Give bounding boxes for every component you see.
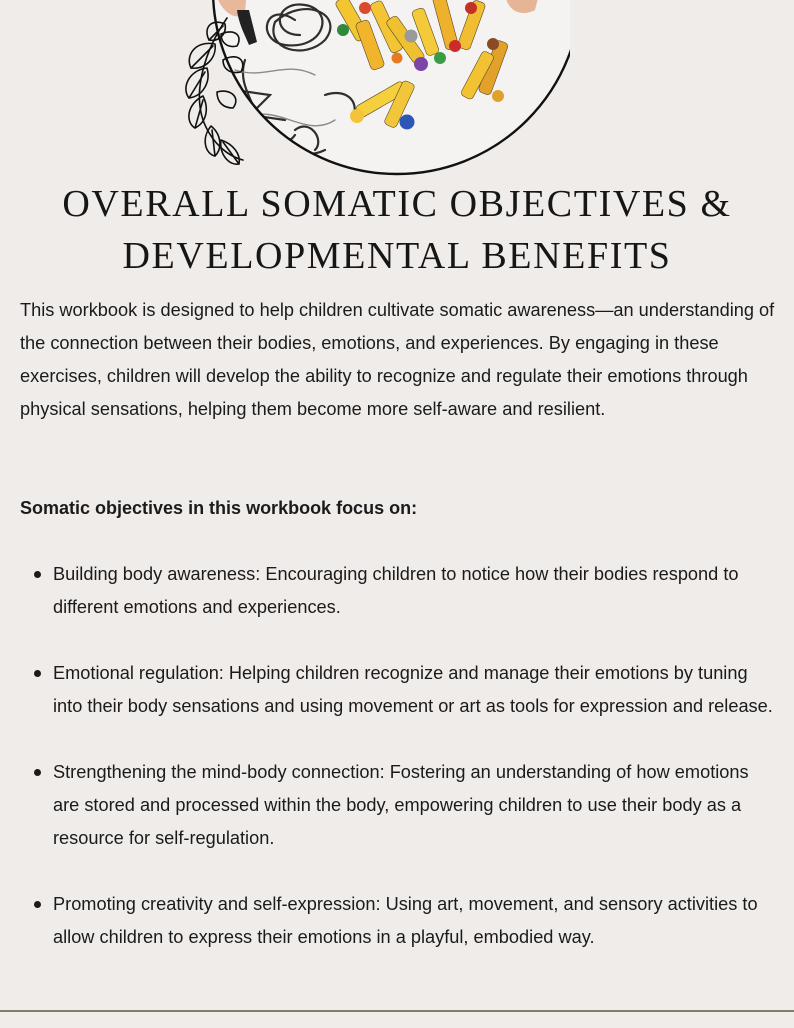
list-item (0, 558, 794, 624)
objective-text: Building body awareness: Encouraging children to notice how their bodies respond to different emotions and experiences. (53, 564, 739, 617)
objective-text: Strengthening the mind-body connection: Fostering an understanding of how emotions are stored and processed within the body, empowering children to use their body as a resource for self-regulation. (53, 762, 749, 848)
page-title-line-2: DEVELOPMENTAL BENEFITS (122, 235, 672, 277)
objectives-heading: Somatic objectives in this workbook focus on: (20, 498, 418, 518)
hero-photo (205, 0, 570, 182)
objectives-list (0, 558, 794, 987)
bullet-icon (34, 670, 41, 677)
page-title-line-1: OVERALL SOMATIC OBJECTIVES & (62, 183, 732, 225)
objective-text: Promoting creativity and self-expression: Using art, movement, and sensory activities to allow children to express their emotions in a playful, embodied way. (53, 894, 758, 947)
bullet-icon (34, 901, 41, 908)
list-item (0, 888, 794, 954)
intro-paragraph: This workbook is designed to help children cultivate somatic awareness—an understanding of the connection between their bodies, emotions, and experiences. By engaging in these exercises, children will develop the ability to recognize and regulate their emotions through physical sensations, helping them become more self-aware and resilient. (20, 300, 775, 419)
bullet-icon (34, 571, 41, 578)
hero-illustration (175, 0, 570, 182)
bullet-icon (34, 769, 41, 776)
list-item (0, 657, 794, 723)
footer-divider (0, 1010, 794, 1012)
list-item (0, 756, 794, 855)
objective-text: Emotional regulation: Helping children recognize and manage their emotions by tuning into their body sensations and using movement or art as tools for expression and release. (53, 663, 773, 716)
page-title (0, 178, 794, 282)
